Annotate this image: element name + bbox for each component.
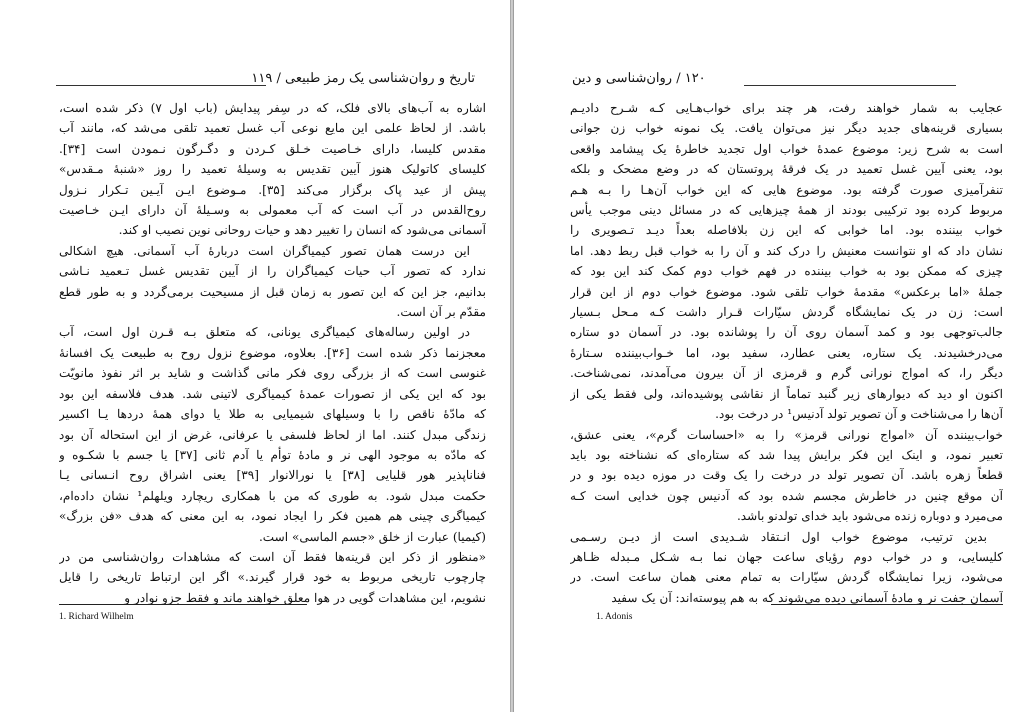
- text-line: بود، یعنی آیین غسل تعمید در یک فرقهٔ پروتستان که در وضع مضحک و بلکه: [570, 162, 1003, 177]
- text-line: کلیسای کاتولیک هنوز آیین تقدیس به وسیلهٔ تعمید را روز «شنبهٔ مـقدس»: [59, 162, 486, 177]
- text-line: «منظور از ذکر این قرینه‌ها فقط آن است که مشاهدات روان‌شناسی من در: [59, 549, 486, 564]
- paragraph: [570, 425, 1003, 527]
- running-head: ۱۲۰ / روان‌شناسی و دین: [572, 71, 706, 86]
- text-line: عجایب به شمار خواهند رفت، هر چند برای خواب‌هـایی کـه شـرح دادیـم: [570, 101, 1003, 115]
- text-line: ندارد که تصور آب حیات کیمیاگران را از آیین تقدیس غسل تـعمید نـاشی: [59, 264, 486, 279]
- text-line: معجزنما ذکر شده است [۳۶]. بعلاوه، موضوع نزول روح به طبیعت یک افسانهٔ: [59, 345, 486, 360]
- text-line: جملهٔ «اما برعکس» مقدمهٔ خواب تلقی شود. موضوع خواب دوم از این قرار: [570, 284, 1003, 299]
- text-line: دیگر را، که امواج نورانی گرم و قرمزی از آن بیرون می‌آمدند، نمی‌شناخت.: [570, 366, 1003, 381]
- text-line: خواب‌بیننده آن «امواج نورانی قرمز» را به «احساسات گرم»، یعنی عشق،: [570, 427, 1003, 442]
- left-page: [0, 0, 511, 712]
- text-line: (کیمیا) عبارت از خلق «جسم الماسی» است.: [258, 529, 486, 544]
- text-line: نشویم، این مشاهدات گویی در هوا معلق خواهند ماند و فقط جزو نوادر و: [124, 590, 486, 605]
- text-line: آن‌ها را می‌شناخت و آن تصویر تولد آدنیس¹ در درخت بود.: [715, 407, 1003, 422]
- text-line: مقدس کلیسا، دارای خـاصیت خـلق کـردن و دگـرگون نـمودن است [۳۴].: [59, 141, 486, 156]
- running-head: تاریخ و روان‌شناسی یک رمز طبیعی / ۱۱۹: [251, 71, 475, 86]
- text-line: اکنون او دید که دیوارهای زیر گنبد تماماً از نقاشی پوشیده‌اند، ولی فقط یکی از: [570, 386, 1003, 401]
- text-line: است به شرح زیر: موضوع عمدهٔ خواب اول تجدید خاطرهٔ یک پیشامد واقعی: [570, 141, 1003, 156]
- text-line: فناناپذیر هور قلیایی [۳۸] یا نورالانوار [۳۹] یعنی اشراق روح انـسانی یـا: [59, 468, 486, 483]
- footnote-rule: [59, 604, 307, 605]
- text-line: حکمت مبدل شود. به طوری که من با همکاری ریچارد ویلهلم¹ نشان داده‌ام،: [59, 488, 486, 503]
- text-line: آسمانی می‌شود که انسان را تغییر دهد و حیات روحانی نوین نصیب او کند.: [118, 223, 486, 238]
- text-line: جالب‌توجهی بود و کمد آسمان روی آن را پوشانده بود. در آسمان دو ستاره: [570, 325, 1003, 340]
- text-line: بدین ترتیب، موضوع خواب اول انـتقاد شـدیدی است از دیـن رسـمی: [570, 529, 987, 544]
- text-line: آن موقع چنین در خاطرش مجسم شده بود که آدنیس چون خدایی است کـه: [570, 488, 1003, 503]
- text-line: مقدّم بر آن است.: [396, 305, 486, 320]
- paragraph: [570, 98, 1003, 425]
- text-line: در اولین رساله‌های کیمیاگری یونانی، که متعلق بـه قـرن اول است، آب: [59, 325, 470, 340]
- right-page: [514, 0, 1024, 712]
- text-line: خواب بیننده بود. اما خوابی که این زن بلافاصله بعداً دیـد تـصویری را: [570, 223, 1003, 238]
- text-line: این درست همان تصور کیمیاگران است دربارهٔ آب آسمانی. هیچ اشکالی: [59, 243, 470, 258]
- footnote: 1. Adonis: [596, 612, 633, 622]
- text-line: قطعاً زهره باشد. آن تصویر تولد در درخت را یک وقت در موزه دیده بود و در: [570, 468, 1003, 483]
- text-line: کلیسایی، و در خواب دوم رؤیای ساعت جهان نما بـه شـکل مـبدله ظـاهر: [570, 549, 1003, 564]
- text-line: پیش از عید پاک برگزار می‌کند [۳۵]. مـوضوع ایـن آیـین تـکرار نـزول: [59, 182, 486, 197]
- body-text: [570, 98, 1003, 608]
- text-line: که مادّهٔ ناقص را با وسیلهای شیمیایی به طلا یا دوای همهٔ دردها یـا اکسیر: [59, 407, 486, 422]
- text-line: اشاره به آب‌های بالای فلک، که در سِفر پیدایش (باب اول ۷) ذکر شده است،: [59, 101, 486, 115]
- paragraph: [59, 322, 486, 546]
- text-line: می‌شود، زیرا نمایشگاه گردش سیّارات به تمام معنی همان ساعت است. در: [570, 570, 1003, 585]
- text-line: زندگی مبدل کنند. اما از لحاظ فلسفی یا عرفانی، غرض از این استحاله آن بود: [59, 427, 486, 442]
- text-line: تعبیر نمود، و اینک این فکر برایش پیدا شد که ستاره‌ای که نشناخته بود باید: [570, 447, 1003, 462]
- footnote: 1. Richard Wilhelm: [59, 612, 134, 622]
- text-line: غنوسی است که از بزرگی روی فکر مانی گذاشت و شاید بر اثر نفوذ مانویّت: [59, 366, 486, 381]
- text-line: تنفرآمیزی صورت گرفته بود. موضوع هایی که این خواب آن‌هـا را بـه هـم: [570, 182, 1003, 197]
- text-line: است: زن در یک نمایشگاه گردش سیّارات قـرار داشت کـه مـحل بـسیار: [570, 305, 1003, 320]
- paragraph: [570, 527, 1003, 609]
- text-line: می‌میرد و دوباره زنده می‌شود باید خدای تولدنو باشد.: [736, 509, 1003, 524]
- footnote-rule: [771, 604, 1003, 605]
- text-line: می‌درخشیدند. یک ستاره، یعنی عطارد، سفید بود، اما خـواب‌بیننده سـتارهٔ: [570, 345, 1003, 360]
- text-line: باشد. از لحاظ علمی این مایع نوعی آب غسل تعمید تلقی می‌شد که، مانند آب: [59, 121, 486, 136]
- paragraph: [59, 547, 486, 608]
- text-line: روح‌القدس در آب است که آب معمولی به وسـیلهٔ آن دارای ایـن خـاصیت: [59, 203, 486, 218]
- text-line: که مادّه به موجود الهی نر و مادهٔ توأم یا آدم ثانی [۳۷] یا جسم با شکـوه و: [59, 447, 486, 462]
- text-line: بسیاری قرینه‌های جدید دیگر نیز می‌توان یافت. یک نمونه خواب زن جوانی: [570, 121, 1003, 136]
- paragraph: [59, 98, 486, 241]
- paragraph: [59, 241, 486, 323]
- text-line: بود که این یکی از تصورات عمدهٔ کیمیاگری لاتینی شد. هدف فلاسفه این بود: [59, 386, 486, 401]
- text-line: چیزی که ممکن بود به خواب بیننده در فهم خواب دوم کمک کند این بود که: [570, 264, 1003, 279]
- header-rule: [744, 85, 956, 86]
- text-line: مربوط کرده بود ترکیبی بودند از همهٔ چیزهایی که در مسائل دینی موجب یأس: [570, 203, 1003, 218]
- header-rule: [56, 85, 266, 86]
- text-line: چارچوب تاریخی مربوط به خود قرار گیرند.» اگر این ارتباط تاریخی را قایل: [59, 570, 486, 585]
- body-text: [59, 98, 486, 608]
- text-line: نشان داد که او نتوانست معنیش را درک کند و آن را به خواب قبل ربط دهد. اما: [570, 243, 1003, 258]
- text-line: بدانیم، جز این که این تصور به زمان قبل از مسیحیت برمی‌گردد و به طور قطع: [59, 284, 486, 299]
- text-line: کیمیاگری چینی هم همین فکر را ایجاد نمود، به این معنی که هدف «فن بزرگ»: [59, 509, 486, 524]
- text-line: آسمان جفت نر و مادهٔ آسمانی دیده می‌شوند که به هم پیوسته‌اند: آن یک سفید: [611, 590, 1003, 605]
